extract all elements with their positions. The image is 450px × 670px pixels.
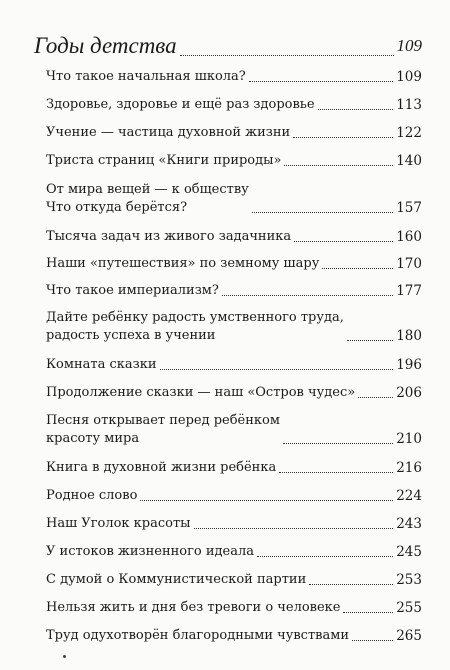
- toc-entry: [46, 124, 422, 142]
- dot-leader: [347, 340, 393, 341]
- entry-page-number: 170: [396, 256, 422, 272]
- toc-entry: [46, 459, 422, 477]
- entry-page-number: 255: [396, 600, 422, 616]
- entry-title: Что такое империализм?: [46, 283, 219, 298]
- toc-entry: [46, 412, 422, 448]
- entry-title: Комната сказки: [46, 357, 157, 372]
- entry-title: С думой о Коммунистической партии: [46, 572, 307, 587]
- entry-title-line: От мира вещей — к обществу: [46, 182, 249, 197]
- dot-leader: [309, 584, 393, 585]
- dot-leader: [257, 556, 393, 557]
- toc-entry: [46, 282, 422, 300]
- entry-page-number: 253: [396, 572, 422, 588]
- entry-title-line: Дайте ребёнку радость умственного труда,: [46, 310, 344, 325]
- entry-page-number: 265: [396, 628, 422, 644]
- toc-entry: [46, 255, 422, 273]
- entry-title: Нельзя жить и дня без тревоги о человеке: [46, 600, 341, 615]
- dot-leader: [283, 443, 393, 444]
- entry-page-number: 160: [396, 229, 422, 245]
- entry-title: Здоровье, здоровье и ещё раз здоровье: [46, 97, 315, 112]
- toc-entry: [46, 543, 422, 561]
- dot-leader: [222, 295, 393, 296]
- entry-page-number: 196: [396, 357, 422, 373]
- dot-leader: [293, 137, 393, 138]
- entry-page-number: 113: [396, 97, 422, 113]
- entry-title-line: радость успеха в учении: [46, 328, 216, 343]
- dot-leader: [343, 612, 393, 613]
- entry-page-number: 206: [396, 385, 422, 401]
- chapter-page-number: 109: [396, 36, 422, 55]
- toc-entry: [46, 309, 422, 345]
- entry-title: Продолжение сказки — наш «Остров чудес»: [46, 385, 356, 400]
- dot-leader: [279, 472, 393, 473]
- entry-title: У истоков жизненного идеала: [46, 544, 255, 559]
- entry-title: Родное слово: [46, 488, 138, 503]
- dot-leader: [140, 500, 393, 501]
- toc-entry: [46, 571, 422, 589]
- dot-leader: [358, 397, 393, 398]
- entry-page-number: 210: [396, 431, 422, 447]
- entry-page-number: 140: [396, 153, 422, 169]
- dot-leader: [322, 268, 393, 269]
- entry-page-number: 109: [396, 69, 422, 85]
- entry-page-number: 177: [396, 283, 422, 299]
- toc-entry: [46, 599, 422, 617]
- toc-entry: [46, 384, 422, 402]
- dot-leader: [318, 109, 394, 110]
- toc-entry: [46, 181, 422, 217]
- dot-leader: [284, 165, 393, 166]
- entry-title: Наши «путешествия» по земному шару: [46, 256, 320, 271]
- entry-page-number: 224: [396, 488, 422, 504]
- dot-leader: [352, 640, 393, 641]
- entry-title: Наш Уголок красоты: [46, 516, 191, 531]
- toc-entry: [46, 627, 422, 645]
- dot-leader: [180, 55, 394, 56]
- toc-entry: [46, 515, 422, 533]
- dot-leader: [294, 241, 393, 242]
- entry-title: Триста страниц «Книги природы»: [46, 153, 282, 168]
- toc-entry: [46, 487, 422, 505]
- entry-title: Книга в духовной жизни ребёнка: [46, 460, 277, 475]
- toc-entry: [46, 228, 422, 246]
- entry-title: Учение — частица духовной жизни: [46, 125, 291, 140]
- toc-entry: [46, 356, 422, 374]
- entry-title-line: Песня открывает перед ребёнком: [46, 413, 280, 428]
- entry-title: Что такое начальная школа?: [46, 69, 246, 84]
- entry-page-number: 180: [396, 328, 422, 344]
- chapter-heading: [34, 32, 422, 60]
- entry-title: [46, 181, 249, 217]
- toc-entry: [46, 68, 422, 86]
- dot-leader: [252, 212, 393, 213]
- entry-title: [46, 309, 344, 345]
- entry-title-line: красоту мира: [46, 431, 140, 446]
- dot-leader: [194, 528, 394, 529]
- entry-page-number: 157: [396, 200, 422, 216]
- entry-title: Тысяча задач из живого задачника: [46, 229, 292, 244]
- dot-leader: [160, 369, 394, 370]
- entry-page-number: 245: [396, 544, 422, 560]
- entry-page-number: 243: [396, 516, 422, 532]
- entry-title-line: Что откуда берётся?: [46, 200, 188, 215]
- toc-entry: [46, 152, 422, 170]
- toc-entry: [46, 96, 422, 114]
- entry-page-number: 216: [396, 460, 422, 476]
- print-speck: [63, 655, 66, 658]
- entry-title: Труд одухотворён благородными чувствами: [46, 628, 349, 643]
- chapter-title: Годы детства: [34, 33, 177, 58]
- dot-leader: [249, 81, 393, 82]
- entry-title: [46, 412, 280, 448]
- entry-page-number: 122: [396, 125, 422, 141]
